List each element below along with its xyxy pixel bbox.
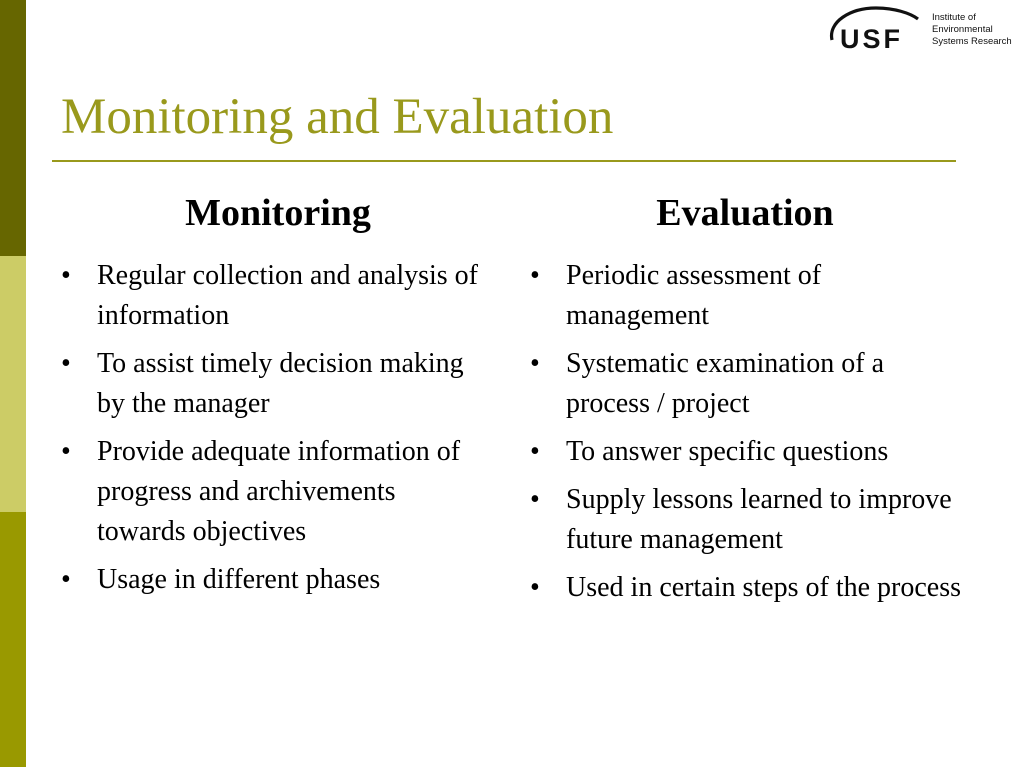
list-item bbox=[58, 256, 488, 336]
evaluation-column bbox=[527, 188, 967, 616]
bullet-glyph: • bbox=[530, 348, 540, 379]
list-item bbox=[527, 432, 967, 472]
monitoring-column bbox=[58, 188, 488, 608]
list-item-text: Used in certain steps of the process bbox=[566, 572, 961, 603]
list-item bbox=[527, 256, 967, 336]
list-item-text: Supply lessons learned to improve future management bbox=[566, 484, 952, 555]
usf-logo-letters: USF bbox=[840, 24, 903, 54]
bullet-glyph: • bbox=[530, 572, 540, 603]
list-item bbox=[527, 568, 967, 608]
bullet-glyph: • bbox=[61, 564, 71, 595]
bullet-glyph: • bbox=[530, 484, 540, 515]
list-item-text: Usage in different phases bbox=[97, 564, 381, 595]
logo-line-1: Institute of bbox=[932, 12, 976, 23]
side-bar-bottom bbox=[0, 512, 26, 767]
title-divider bbox=[52, 160, 956, 162]
list-item bbox=[58, 344, 488, 424]
bullet-glyph: • bbox=[530, 436, 540, 467]
bullet-glyph: • bbox=[61, 260, 71, 291]
usf-logo-mark bbox=[824, 6, 924, 56]
usf-logo bbox=[824, 6, 1023, 56]
slide-title: Monitoring and Evaluation bbox=[61, 89, 614, 145]
list-item-text: Systematic examination of a process / project bbox=[566, 348, 885, 419]
logo-institute-name bbox=[932, 12, 1012, 48]
evaluation-list bbox=[527, 256, 967, 608]
monitoring-list bbox=[58, 256, 488, 600]
list-item bbox=[527, 480, 967, 560]
list-item bbox=[58, 432, 488, 552]
list-item bbox=[58, 560, 488, 600]
monitoring-heading: Monitoring bbox=[185, 192, 371, 234]
list-item-text: Periodic assessment of management bbox=[566, 260, 822, 331]
evaluation-heading: Evaluation bbox=[656, 192, 834, 234]
list-item-text: Provide adequate information of progress and archivements towards objectives bbox=[97, 436, 461, 547]
bullet-glyph: • bbox=[61, 348, 71, 379]
side-bar-top bbox=[0, 0, 26, 256]
bullet-glyph: • bbox=[530, 260, 540, 291]
list-item-text: To answer specific questions bbox=[566, 436, 889, 467]
logo-line-3: Systems Research bbox=[932, 36, 1012, 47]
bullet-glyph: • bbox=[61, 436, 71, 467]
list-item bbox=[527, 344, 967, 424]
logo-line-2: Environmental bbox=[932, 24, 993, 35]
side-bar-middle bbox=[0, 256, 26, 512]
list-item-text: To assist timely decision making by the manager bbox=[97, 348, 464, 419]
list-item-text: Regular collection and analysis of information bbox=[97, 260, 478, 331]
